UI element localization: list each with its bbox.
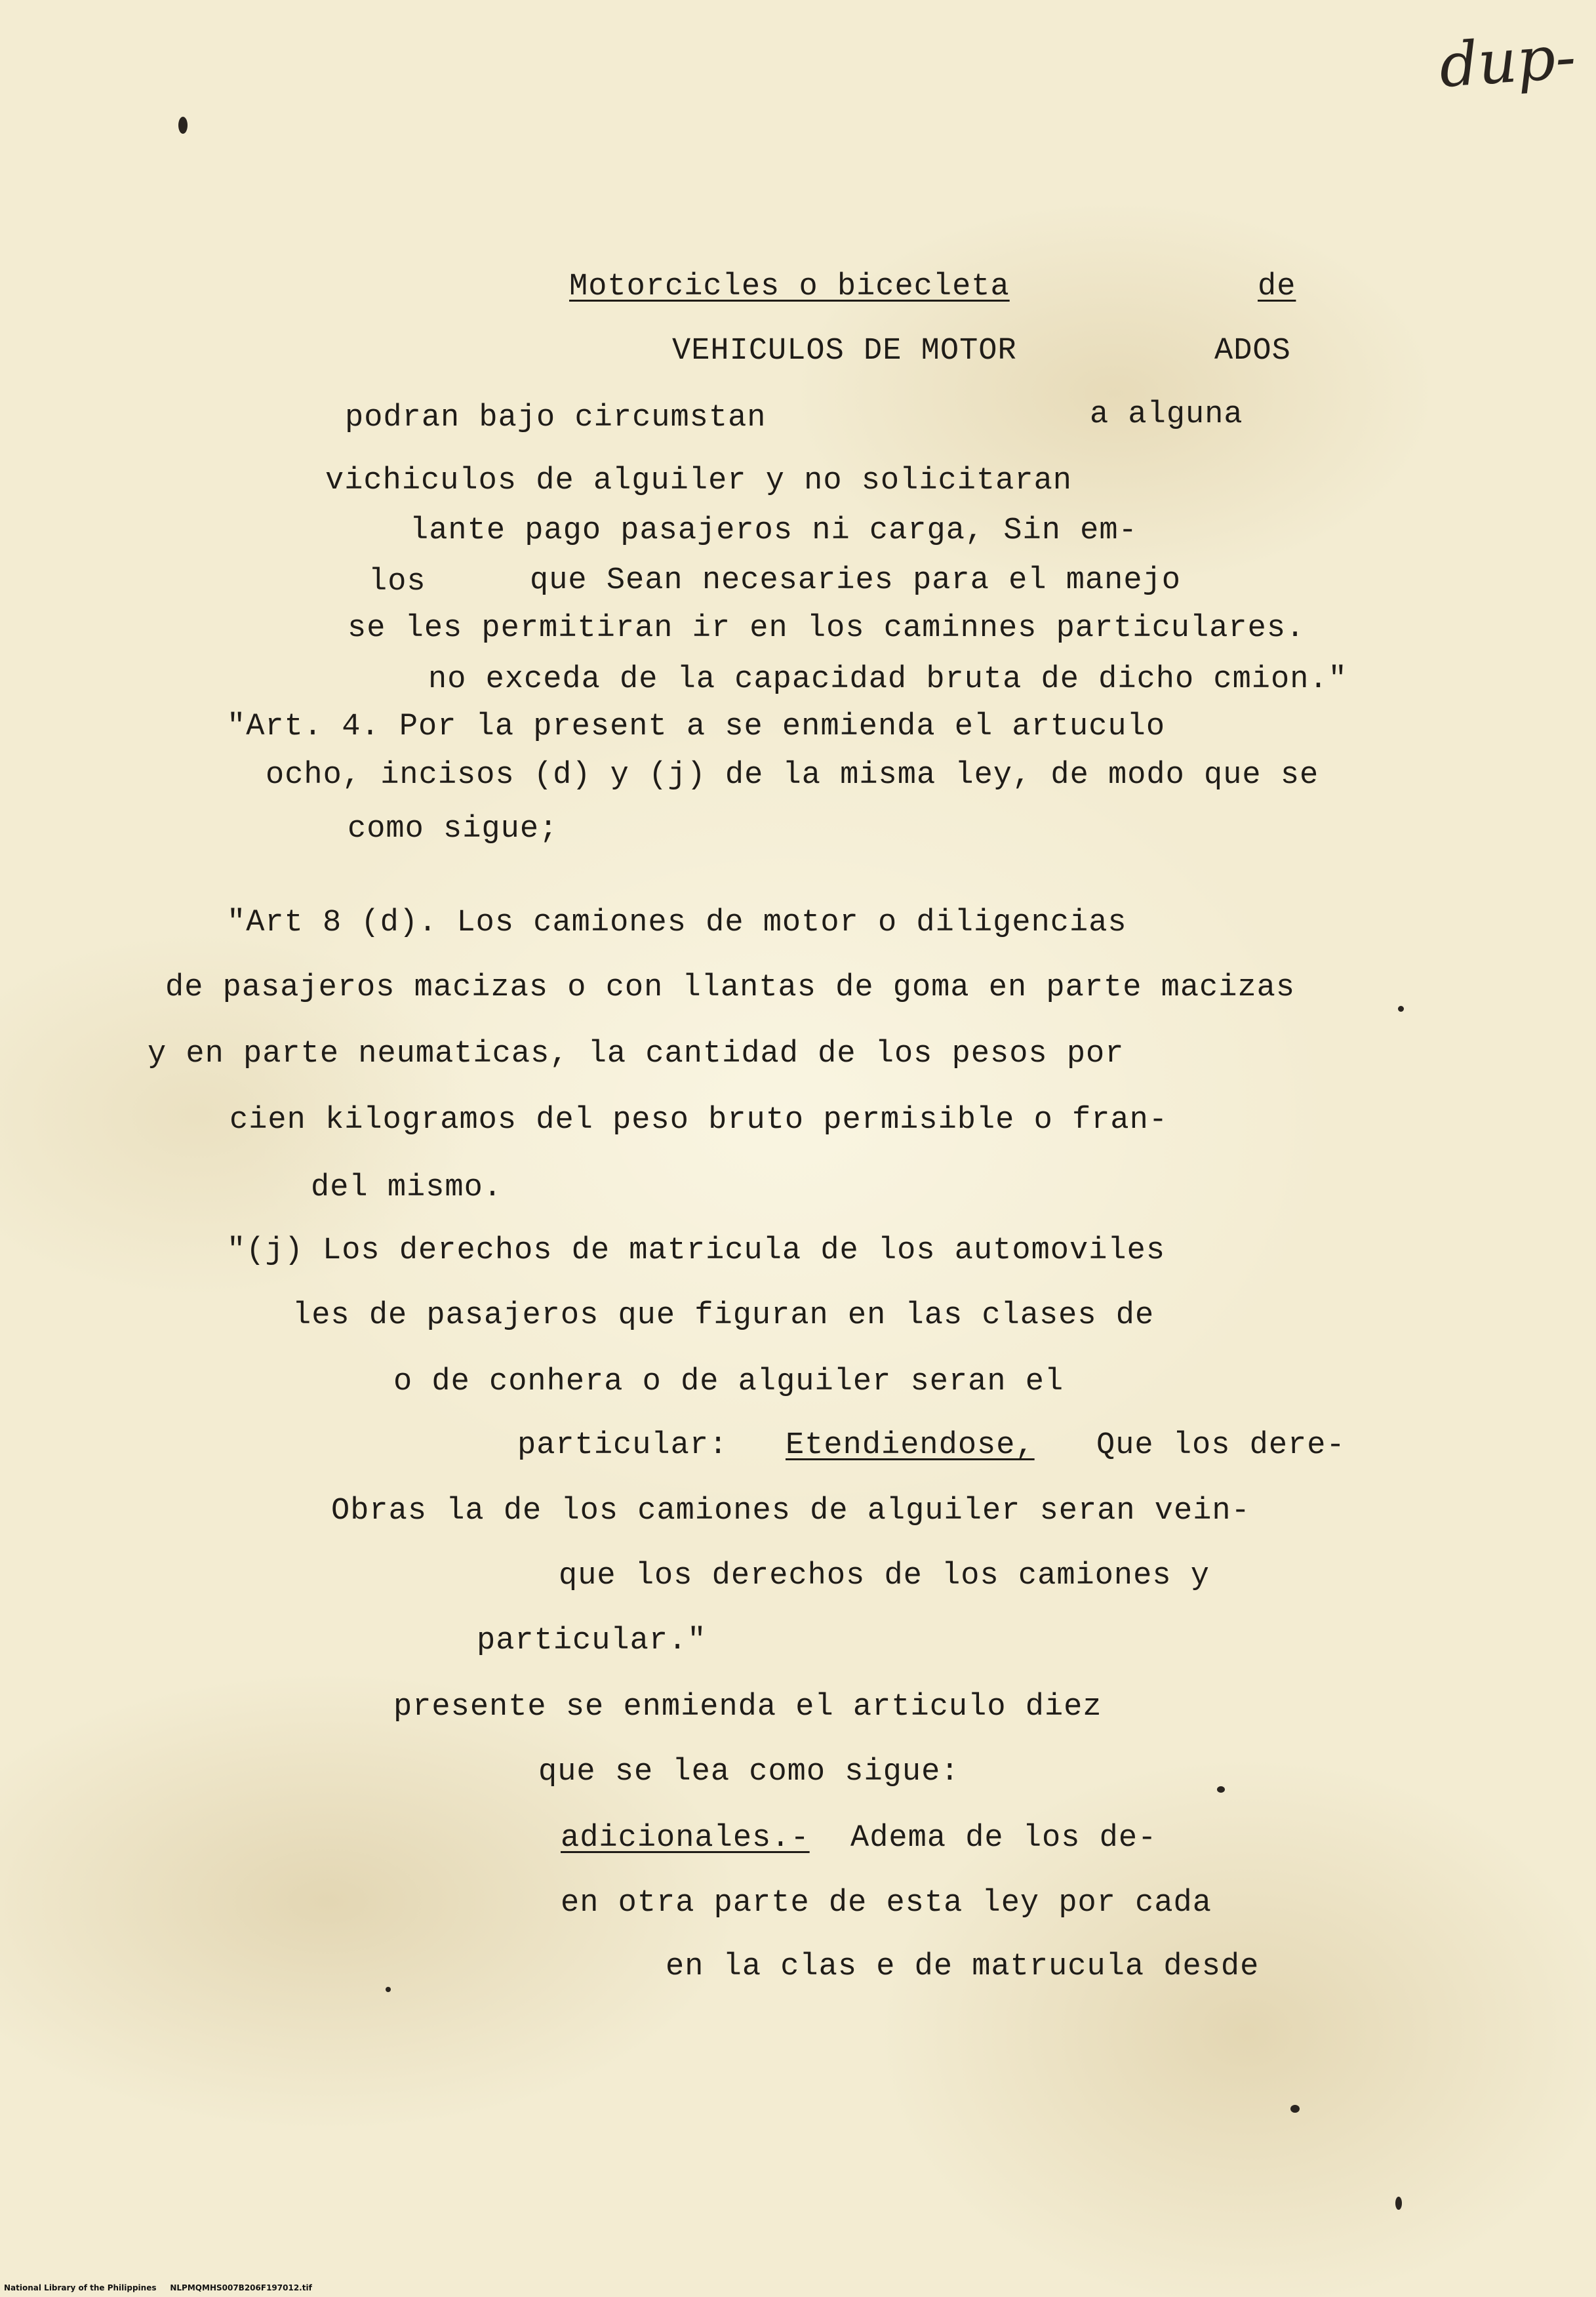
text-line: "Art 8 (d). Los camiones de motor o diligencias	[227, 906, 1127, 940]
text-line: "Art. 4. Por la present a se enmienda el artuculo	[227, 709, 1166, 744]
text-line: Obras la de los camiones de alguiler seran vein-	[331, 1494, 1250, 1528]
ink-speck	[1398, 1006, 1404, 1012]
text-line: Que los dere-	[1096, 1428, 1346, 1463]
text-line: presente se enmienda el articulo diez	[393, 1690, 1102, 1725]
text-line: del mismo.	[311, 1170, 503, 1205]
heading-line-2-right: ADOS	[1214, 334, 1291, 369]
text-line: los	[369, 565, 426, 599]
text-line: o de conhera o de alguiler seran el	[393, 1365, 1064, 1399]
text-line: lante pago pasajeros ni carga, Sin em-	[410, 513, 1138, 548]
text-line: se les permitiran ir en los caminnes particulares.	[348, 611, 1306, 646]
heading-line-1: Motorcicles o bicecleta	[569, 270, 1010, 304]
ink-speck	[178, 117, 188, 134]
text-line: vichiculos de alguiler y no solicitaran	[325, 464, 1072, 498]
text-line: de pasajeros macizas o con llantas de goma en parte macizas	[165, 970, 1296, 1005]
text-line: que se lea como sigue:	[538, 1755, 960, 1789]
ink-speck	[386, 1987, 391, 1992]
text-line: en la clas e de matrucula desde	[666, 1949, 1260, 1984]
text-line: Adema de los de-	[850, 1821, 1157, 1856]
text-line: particular:	[517, 1428, 728, 1463]
text-line-underlined: Etendiendose,	[786, 1428, 1035, 1463]
heading-line-2: VEHICULOS DE MOTOR	[672, 334, 1017, 369]
handwritten-annotation: dup-	[1437, 21, 1578, 102]
text-line: que Sean necesaries para el manejo	[530, 563, 1181, 598]
archive-footer: National Library of the Philippines NLPMQMHS007B206F197012.tif	[4, 2283, 312, 2292]
text-line: cien kilogramos del peso bruto permisible o fran-	[229, 1103, 1168, 1138]
heading-line-1-right: de	[1258, 270, 1296, 304]
text-line: ocho, incisos (d) y (j) de la misma ley, de modo que se	[266, 758, 1319, 793]
text-line-underlined: adicionales.-	[561, 1821, 810, 1856]
text-line: particular."	[477, 1624, 707, 1658]
text-line: en otra parte de esta ley por cada	[561, 1886, 1212, 1921]
text-line: que los derechos de los camiones y	[559, 1559, 1210, 1593]
text-line: "(j) Los derechos de matricula de los automoviles	[227, 1233, 1166, 1268]
text-line: les de pasajeros que figuran en las clases de	[292, 1298, 1155, 1333]
text-line: podran bajo circumstan	[345, 401, 767, 435]
ink-speck	[1290, 2105, 1300, 2113]
text-line: a alguna	[1090, 397, 1243, 432]
text-line: y en parte neumaticas, la cantidad de los pesos por	[148, 1037, 1125, 1071]
ink-speck	[1395, 2197, 1402, 2210]
text-line: no exceda de la capacidad bruta de dicho cmion."	[428, 662, 1347, 697]
text-line: como sigue;	[348, 812, 559, 847]
ink-speck	[1217, 1786, 1225, 1793]
